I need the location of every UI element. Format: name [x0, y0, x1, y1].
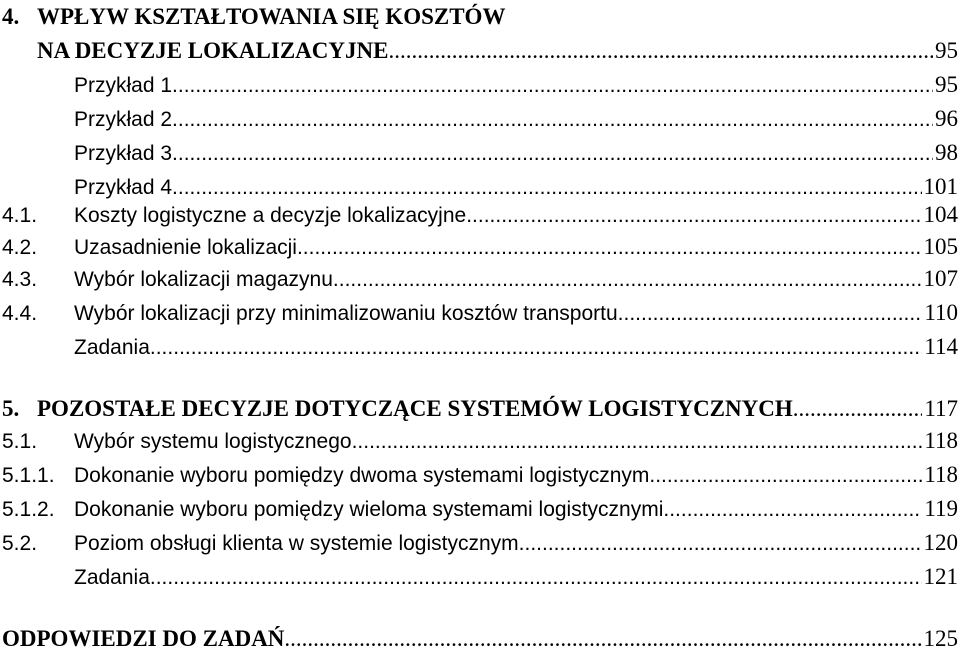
- chapter-4-number: 4.: [2, 4, 20, 29]
- toc-entry-4-1[interactable]: [0, 198, 958, 232]
- entry-title: Dokonanie wyboru pomiędzy dwoma systemami logistycznym: [74, 464, 650, 487]
- entry-number: 4.4.: [2, 302, 38, 325]
- toc-entry-tasks-5[interactable]: [0, 560, 958, 594]
- entry-title-wrap: [74, 297, 922, 331]
- entry-number: 5.2.: [2, 532, 38, 555]
- chapter-5-heading[interactable]: [0, 392, 958, 426]
- entry-title-wrap: [74, 263, 922, 297]
- entry-title-wrap: [74, 561, 922, 595]
- dot-leader: [649, 459, 922, 493]
- entry-title: Wybór systemu logistycznego: [74, 430, 352, 453]
- dot-leader: [172, 137, 933, 171]
- chapter-4-title-line1: WPŁYW KSZTAŁTOWANIA SIĘ KOSZTÓW: [37, 4, 506, 29]
- dot-leader: [466, 199, 921, 233]
- entry-number: 5.1.2.: [2, 498, 55, 521]
- entry-title-wrap: [74, 331, 922, 365]
- dot-leader: [352, 425, 923, 459]
- toc-entry-5-2[interactable]: [0, 526, 958, 560]
- answers-title-wrap: [0, 622, 922, 656]
- entry-title-wrap: [74, 493, 922, 527]
- toc-entry-5-1[interactable]: [0, 424, 958, 458]
- toc-entry-answers[interactable]: [0, 622, 958, 656]
- toc-entry-4-3[interactable]: [0, 262, 958, 296]
- chapter-4-page: 95: [935, 38, 958, 63]
- toc-entry-example-2[interactable]: [0, 102, 958, 136]
- dot-leader: [172, 103, 933, 137]
- dot-leader: [618, 297, 923, 331]
- dot-leader: [297, 231, 922, 265]
- entry-number: 5.1.1.: [2, 464, 55, 487]
- entry-page: 98: [935, 140, 958, 165]
- chapter-5-page: 117: [924, 396, 958, 421]
- entry-title-wrap: [74, 199, 922, 233]
- entry-title-wrap: [74, 425, 922, 459]
- dot-leader: [519, 527, 922, 561]
- chapter-4-title-wrap: [37, 34, 933, 68]
- entry-page: 118: [924, 428, 958, 453]
- entry-page: 104: [923, 202, 958, 227]
- entry-title: Przykład 4: [74, 176, 173, 199]
- chapter-5-number: 5.: [2, 396, 20, 421]
- chapter-4-heading-line1[interactable]: [0, 0, 958, 34]
- entry-page: 96: [935, 106, 958, 131]
- dot-leader: [793, 392, 923, 426]
- dot-leader: [284, 622, 921, 656]
- chapter-5-title-wrap: [37, 392, 922, 426]
- entry-number: 4.1.: [2, 204, 38, 227]
- dot-leader: [333, 263, 922, 297]
- entry-title: Przykład 2: [74, 108, 173, 131]
- toc-entry-5-1-2[interactable]: [0, 492, 958, 526]
- entry-page: 118: [924, 462, 958, 487]
- answers-page: 125: [923, 626, 958, 651]
- chapter-4-heading-line2[interactable]: [0, 34, 958, 68]
- entry-title: Dokonanie wyboru pomiędzy wieloma systemami logistycznymi: [74, 498, 664, 521]
- entry-title: Przykład 1: [74, 74, 173, 97]
- entry-number: 5.1.: [2, 430, 38, 453]
- entry-page: 114: [924, 334, 958, 359]
- dot-leader: [388, 34, 933, 68]
- toc-entry-tasks-4[interactable]: [0, 330, 958, 364]
- entry-page: 119: [924, 496, 958, 521]
- dot-leader: [663, 493, 922, 527]
- entry-title: Zadania: [74, 566, 150, 589]
- entry-page: 101: [923, 174, 958, 199]
- entry-number: 4.2.: [2, 236, 38, 259]
- entry-title: Zadania: [74, 336, 150, 359]
- entry-title: Koszty logistyczne a decyzje lokalizacyjne: [74, 204, 467, 227]
- dot-leader: [150, 561, 922, 595]
- entry-title: Poziom obsługi klienta w systemie logistycznym: [74, 532, 519, 555]
- entry-title-wrap: [74, 137, 933, 171]
- entry-page: 105: [923, 234, 958, 259]
- toc-entry-4-4[interactable]: [0, 296, 958, 330]
- chapter-4-title-line2: NA DECYZJE LOKALIZACYJNE: [37, 38, 389, 63]
- toc-entry-4-2[interactable]: [0, 230, 958, 264]
- dot-leader: [172, 69, 933, 103]
- entry-page: 107: [923, 266, 958, 291]
- answers-title: ODPOWIEDZI DO ZADAŃ: [2, 626, 285, 651]
- toc-entry-example-1[interactable]: [0, 68, 958, 102]
- entry-title: Uzasadnienie lokalizacji: [74, 236, 297, 259]
- entry-title-wrap: [74, 231, 922, 265]
- entry-page: 95: [935, 72, 958, 97]
- entry-title: Wybór lokalizacji magazynu: [74, 268, 333, 291]
- entry-title: Wybór lokalizacji przy minimalizowaniu kosztów transportu: [74, 302, 618, 325]
- chapter-5-title: POZOSTAŁE DECYZJE DOTYCZĄCE SYSTEMÓW LOGISTYCZNYCH: [37, 396, 793, 421]
- entry-page: 120: [923, 530, 958, 555]
- entry-number: 4.3.: [2, 268, 38, 291]
- toc-entry-5-1-1[interactable]: [0, 458, 958, 492]
- entry-title: Przykład 3: [74, 142, 173, 165]
- entry-title-wrap: [74, 103, 933, 137]
- entry-title-wrap: [74, 459, 922, 493]
- toc-entry-example-3[interactable]: [0, 136, 958, 170]
- entry-page: 121: [923, 564, 958, 589]
- entry-page: 110: [924, 300, 958, 325]
- entry-title-wrap: [74, 527, 922, 561]
- entry-title-wrap: [74, 69, 933, 103]
- dot-leader: [150, 331, 922, 365]
